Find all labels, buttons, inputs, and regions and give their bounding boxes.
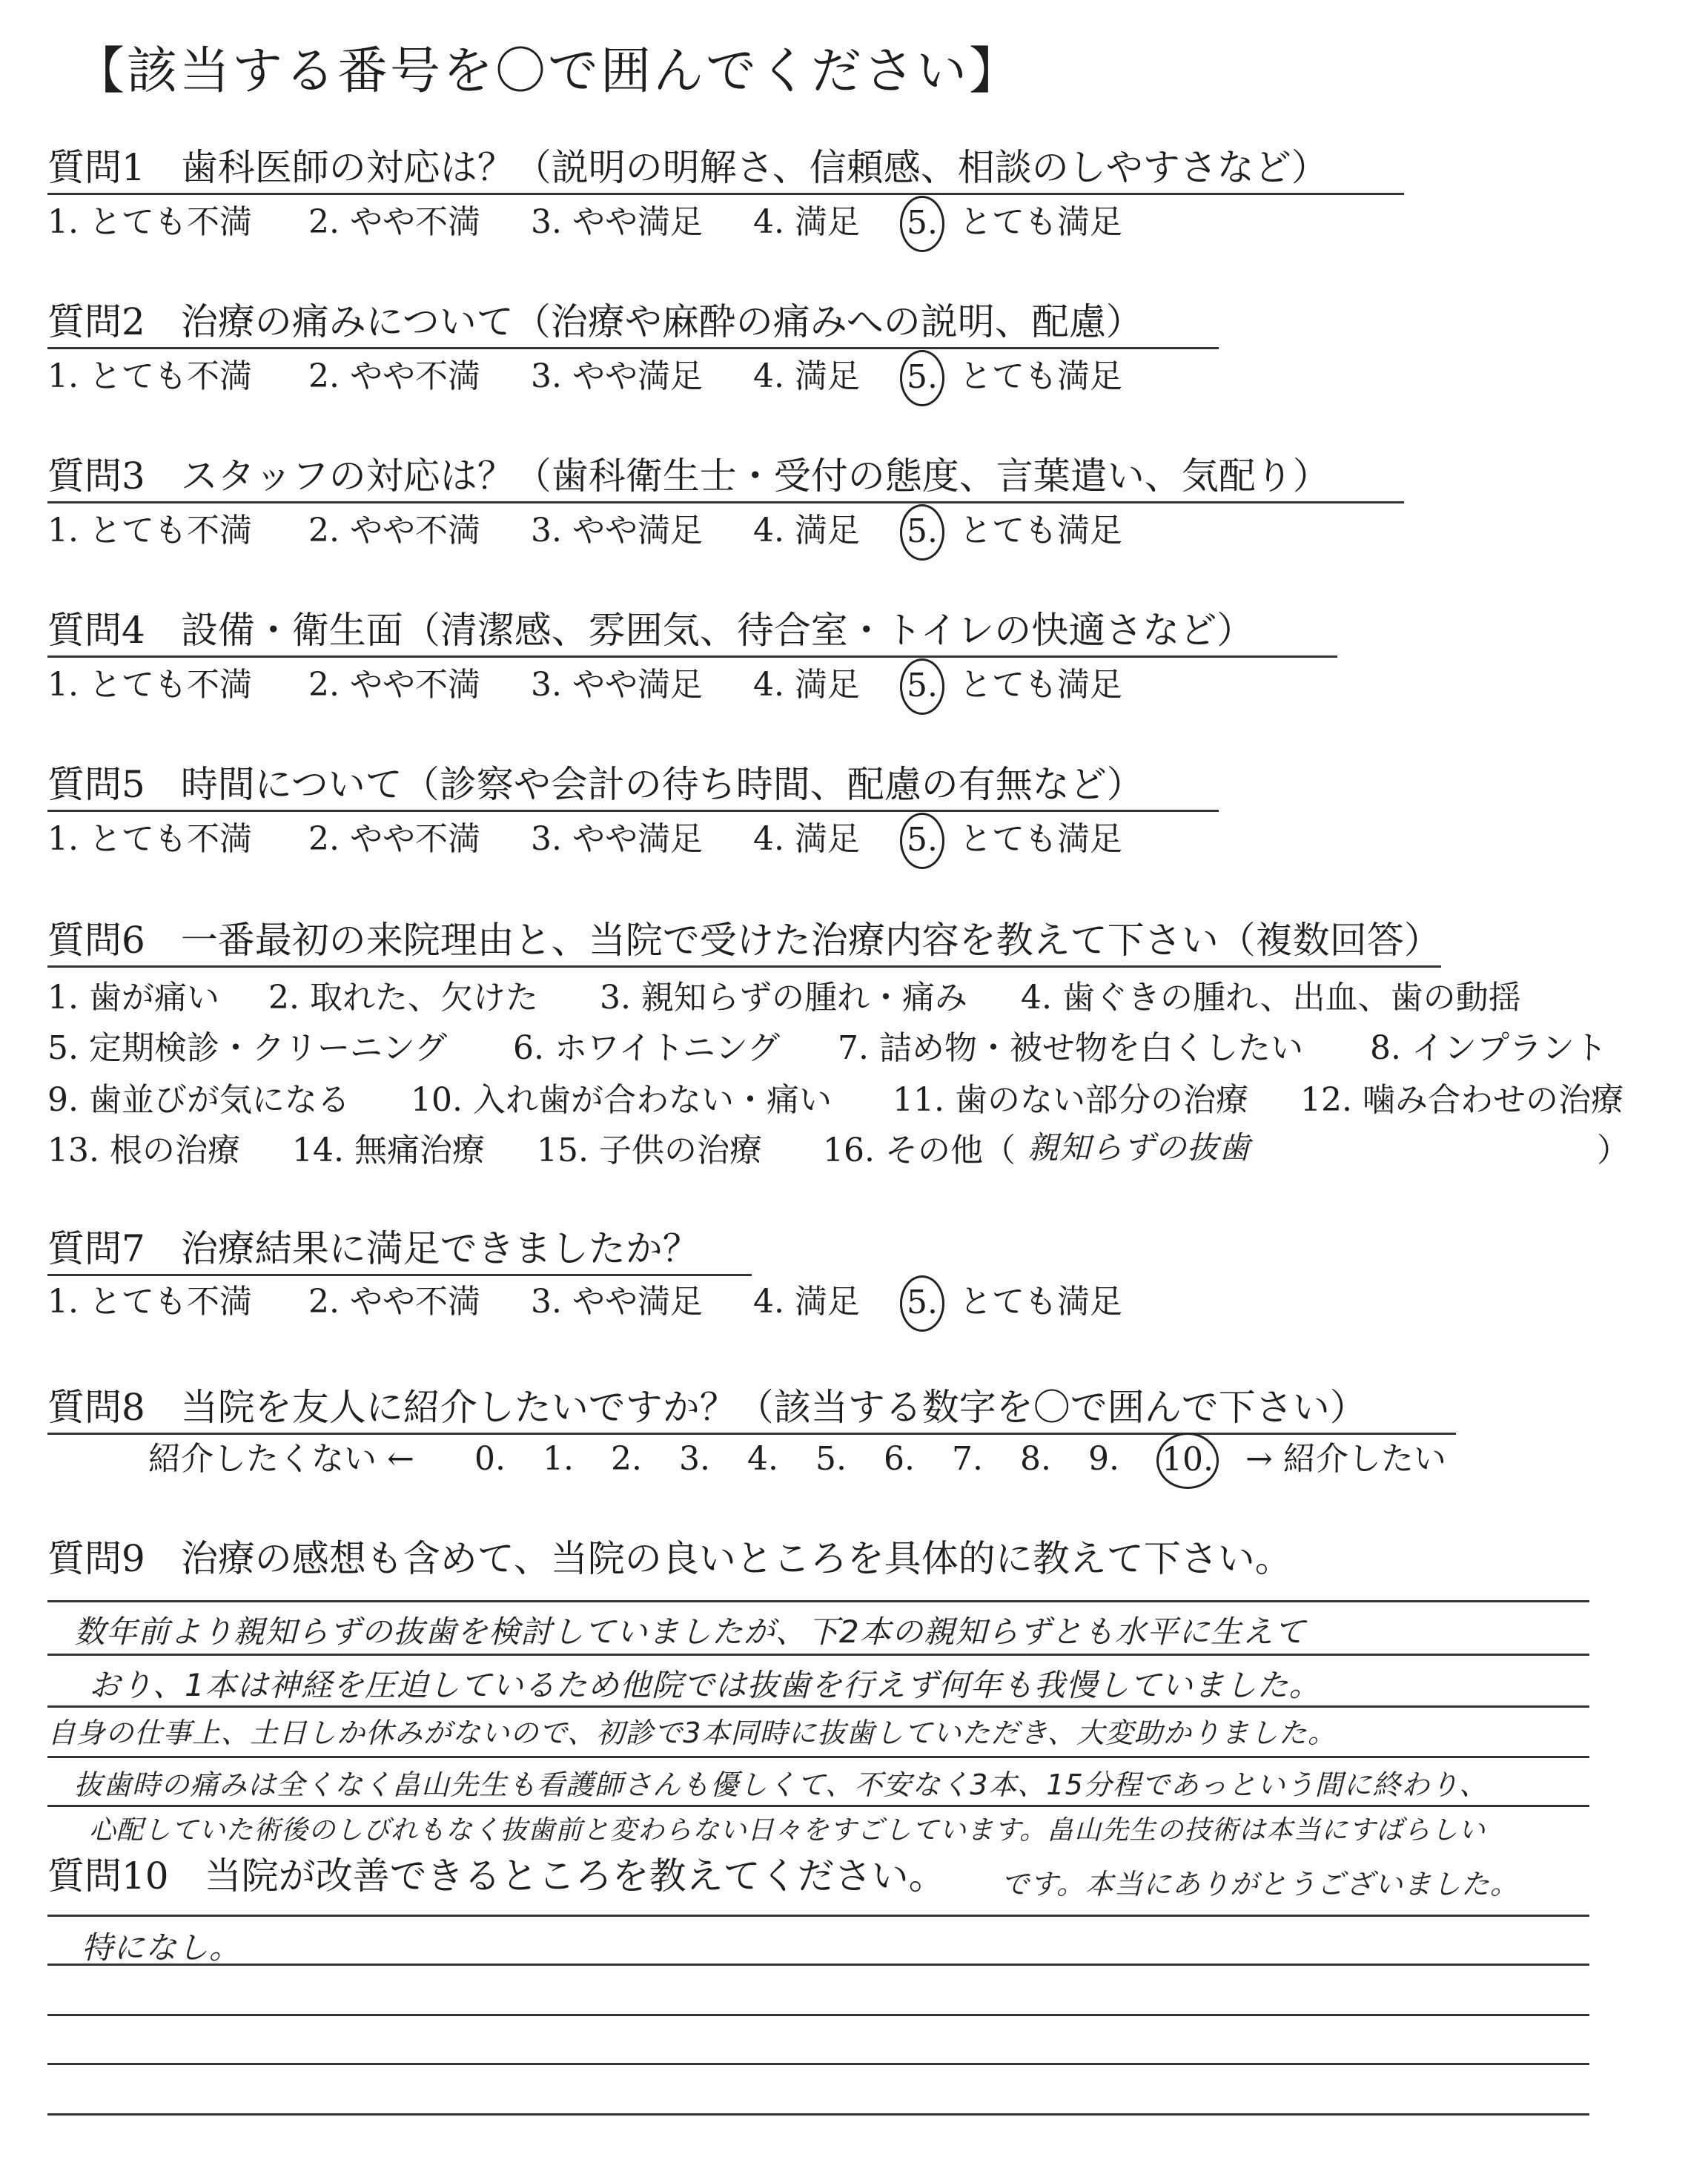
question-label: 質問1 — [47, 146, 145, 189]
question-label: 質問9 — [47, 1537, 145, 1580]
q6-option[interactable]: 11. 歯のない部分の治療 — [893, 1081, 1248, 1119]
question-text: スタッフの対応は？（歯科衛生士・受付の態度、言葉遣い、気配り） — [180, 455, 1330, 498]
question-1 — [47, 145, 1404, 195]
answer-line — [47, 1756, 1589, 1758]
question-text: 当院が改善できるところを教えてください。 — [204, 1855, 946, 1898]
q9-answer-line[interactable]: おり、1本は神経を圧迫しているため他院では抜歯を行えず何年も我慢していました。 — [89, 1667, 1321, 1703]
q6-option[interactable]: 15. 子供の治療 — [537, 1132, 762, 1169]
q6-option[interactable]: 9. 歯並びが気になる — [47, 1081, 350, 1119]
q6-option[interactable]: 1. 歯が痛い — [47, 979, 219, 1017]
scale-value[interactable]: 3. — [679, 1440, 710, 1478]
question-5 — [47, 762, 1219, 812]
q6-other-answer[interactable]: 親知らずの抜歯 — [1027, 1129, 1251, 1166]
answer-line — [47, 2113, 1589, 2116]
scale-value[interactable]: 0. — [474, 1440, 506, 1478]
rating-option[interactable]: 1. とても不満 — [47, 203, 252, 241]
rating-option[interactable]: 3. やや満足 — [531, 357, 703, 395]
rating-option[interactable]: 2. やや不満 — [308, 203, 480, 241]
question-7 — [47, 1226, 752, 1276]
q6-row-1 — [47, 977, 1521, 1019]
scale-right-label: → 紹介したい — [1245, 1440, 1446, 1478]
rating-option[interactable]: 2. やや不満 — [308, 666, 480, 704]
question-label: 質問5 — [47, 763, 145, 806]
q6-option[interactable]: 2. 取れた、欠けた — [268, 979, 538, 1017]
circle-mark: 5. — [900, 658, 944, 715]
question-10 — [47, 1854, 946, 1898]
question-text: 時間について（診察や会計の待ち時間、配慮の有無など） — [180, 763, 1144, 806]
scale-value[interactable]: 5. — [815, 1440, 847, 1478]
question-text: 当院を友人に紹介したいですか？（該当する数字を〇で囲んで下さい） — [180, 1386, 1367, 1429]
answer-line — [47, 1705, 1589, 1708]
rating-option[interactable]: とても満足 — [959, 512, 1122, 549]
answer-line — [47, 1964, 1589, 1966]
q6-close-paren: ） — [1597, 1132, 1629, 1169]
q9-answer-continuation[interactable]: です。本当にありがとうございました。 — [1001, 1868, 1519, 1900]
scale-value[interactable]: 2. — [611, 1440, 642, 1478]
q6-option[interactable]: 7. 詰め物・被せ物を白くしたい — [838, 1029, 1303, 1067]
question-text: 治療の感想も含めて、当院の良いところを具体的に教えて下さい。 — [180, 1537, 1292, 1580]
rating-option[interactable]: 3. やや満足 — [531, 666, 703, 704]
question-label: 質問4 — [47, 609, 145, 652]
q9-answer-line[interactable]: 数年前より親知らずの抜歯を検討していましたが、下2本の親知らずとも水平に生えて — [74, 1614, 1306, 1650]
rating-option[interactable]: 4. 満足 — [753, 203, 860, 241]
circle-mark: 10. — [1156, 1433, 1219, 1489]
answer-line — [47, 1805, 1589, 1807]
answer-line — [47, 1915, 1589, 1917]
scale-value-selected[interactable] — [1156, 1439, 1219, 1489]
scale-value[interactable]: 4. — [747, 1440, 778, 1478]
question-text: 治療結果に満足できましたか？ — [180, 1227, 700, 1270]
rating-option[interactable]: 3. やや満足 — [531, 512, 703, 549]
q7-options — [47, 1281, 1234, 1326]
q1-options — [47, 202, 1234, 246]
circle-mark: 5. — [900, 504, 944, 561]
q2-options — [47, 356, 1234, 400]
q8-scale — [148, 1439, 1483, 1490]
rating-option[interactable]: 4. 満足 — [753, 357, 860, 395]
rating-option[interactable]: とても満足 — [959, 820, 1122, 858]
question-text: 設備・衛生面（清潔感、雰囲気、待合室・トイレの快適さなど） — [180, 609, 1254, 652]
answer-line — [47, 2063, 1589, 2065]
question-label: 質問8 — [47, 1386, 145, 1429]
q6-option[interactable]: 4. 歯ぐきの腫れ、出血、歯の動揺 — [1021, 979, 1521, 1017]
q6-option[interactable]: 6. ホワイトニング — [513, 1029, 781, 1067]
question-text: 治療の痛みについて（治療や麻酔の痛みへの説明、配慮） — [180, 300, 1143, 343]
page-title: 【該当する番号を〇で囲んでください】 — [74, 42, 1022, 101]
q6-option[interactable]: 16. その他（ — [823, 1132, 1016, 1169]
question-label: 質問10 — [47, 1855, 169, 1898]
question-text: 歯科医師の対応は？（説明の明解さ、信頼感、相談のしやすさなど） — [180, 146, 1328, 189]
q4-options — [47, 664, 1234, 709]
rating-option[interactable]: とても満足 — [959, 1283, 1122, 1321]
rating-option[interactable]: とても満足 — [959, 357, 1122, 395]
question-label: 質問7 — [47, 1227, 145, 1270]
question-label: 質問3 — [47, 455, 145, 498]
question-6 — [47, 918, 1441, 968]
scale-value[interactable]: 8. — [1020, 1440, 1051, 1478]
q5-options — [47, 819, 1234, 863]
rating-option[interactable]: 4. 満足 — [753, 1283, 860, 1321]
circle-mark: 5. — [900, 1275, 944, 1332]
q6-option[interactable]: 3. 親知らずの腫れ・痛み — [600, 979, 967, 1017]
q6-row-4 — [47, 1129, 1629, 1172]
circle-mark: 5. — [900, 813, 944, 869]
rating-option[interactable]: 1. とても不満 — [47, 512, 252, 549]
rating-option-selected[interactable] — [900, 664, 944, 715]
rating-option[interactable]: 4. 満足 — [753, 512, 860, 549]
q6-option[interactable]: 5. 定期検診・クリーニング — [47, 1029, 448, 1067]
q6-option[interactable]: 10. 入れ歯が合わない・痛い — [411, 1081, 832, 1119]
question-4 — [47, 608, 1337, 658]
q6-option[interactable]: 12. 噛み合わせの治療 — [1300, 1081, 1623, 1119]
rating-option[interactable]: 2. やや不満 — [308, 357, 480, 395]
answer-line — [47, 2014, 1589, 2016]
rating-option[interactable]: 1. とても不満 — [47, 357, 252, 395]
scale-value[interactable]: 9. — [1088, 1440, 1119, 1478]
rating-option[interactable]: とても満足 — [959, 203, 1122, 241]
rating-option[interactable]: 2. やや不満 — [308, 512, 480, 549]
rating-option[interactable]: とても満足 — [959, 666, 1122, 704]
scale-value[interactable]: 7. — [952, 1440, 983, 1478]
question-2 — [47, 300, 1219, 349]
rating-option[interactable]: 1. とても不満 — [47, 820, 252, 858]
q9-answer-line[interactable]: 自身の仕事上、土日しか休みがないので、初診で3本同時に抜歯していただき、大変助かりました。 — [47, 1717, 1337, 1749]
rating-option[interactable]: 3. やや満足 — [531, 203, 703, 241]
q6-row-2 — [47, 1028, 1607, 1069]
rating-option[interactable]: 3. やや満足 — [531, 820, 703, 858]
q6-option[interactable]: 14. 無痛治療 — [292, 1132, 485, 1169]
rating-option[interactable]: 1. とても不満 — [47, 666, 252, 704]
question-text: 一番最初の来院理由と、当院で受けた治療内容を教えて下さい（複数回答） — [180, 919, 1441, 962]
question-label: 質問2 — [47, 300, 145, 343]
scale-value[interactable]: 6. — [884, 1440, 915, 1478]
circle-mark: 5. — [900, 350, 944, 406]
q10-answer[interactable]: 特になし。 — [82, 1929, 242, 1966]
q9-answer-line[interactable]: 心配していた術後のしびれもなく抜歯前と変わらない日々をすごしています。畠山先生の技術は本当にすばらしい — [89, 1815, 1486, 1846]
scale-value[interactable]: 1. — [543, 1440, 574, 1478]
rating-option-selected[interactable] — [900, 356, 944, 406]
rating-option[interactable]: 1. とても不満 — [47, 1283, 252, 1321]
q6-option[interactable]: 13. 根の治療 — [47, 1132, 240, 1169]
rating-option[interactable]: 2. やや不満 — [308, 820, 480, 858]
rating-option[interactable]: 2. やや不満 — [308, 1283, 480, 1321]
question-label: 質問6 — [47, 919, 145, 962]
rating-option-selected[interactable] — [900, 1281, 944, 1332]
q3-options — [47, 510, 1234, 555]
rating-option-selected[interactable] — [900, 202, 944, 252]
rating-option[interactable]: 4. 満足 — [753, 666, 860, 704]
question-8 — [47, 1385, 1456, 1435]
rating-option[interactable]: 4. 満足 — [753, 820, 860, 858]
q6-option[interactable]: 8. インプラント — [1370, 1029, 1607, 1067]
scale-left-label: 紹介したくない ← — [148, 1440, 414, 1478]
rating-option-selected[interactable] — [900, 819, 944, 869]
question-3 — [47, 454, 1404, 503]
question-9 — [47, 1536, 1292, 1581]
rating-option[interactable]: 3. やや満足 — [531, 1283, 703, 1321]
answer-line — [47, 1654, 1589, 1656]
answer-line — [47, 1600, 1589, 1602]
circle-mark: 5. — [900, 196, 944, 252]
q9-answer-line[interactable]: 抜歯時の痛みは全くなく畠山先生も看護師さんも優しくて、不安なく3本、15分程であっという間に終わり、 — [74, 1768, 1489, 1801]
q6-row-3 — [47, 1080, 1623, 1121]
rating-option-selected[interactable] — [900, 510, 944, 561]
